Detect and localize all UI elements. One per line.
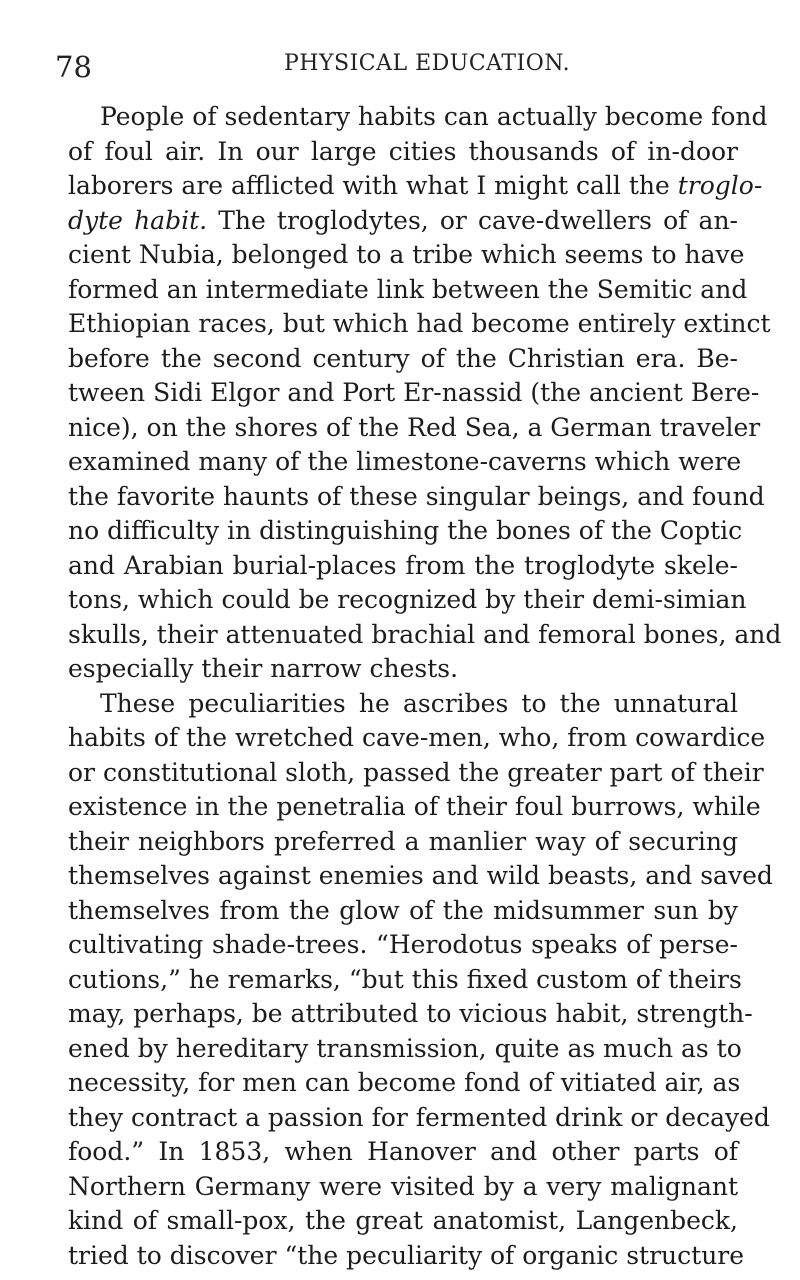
text-line: or constitutional sloth, passed the greater part of their — [68, 757, 764, 787]
text-line: especially their narrow chests. — [68, 654, 459, 683]
body-text — [68, 100, 782, 1273]
text-line: kind of small-pox, the great anatomist, Langenbeck, — [68, 1206, 738, 1235]
text-line: cient Nubia, belonged to a tribe which seems to have — [68, 240, 745, 269]
text-line: tried to discover “the peculiarity of organic structure — [68, 1240, 745, 1270]
text-line: before the second century of the Christian era. Be- — [68, 343, 738, 373]
text-line: habits of the wretched cave-men, who, from cowardice — [68, 723, 766, 752]
italic-phrase: troglo- — [677, 171, 763, 200]
text-line: cutions,” he remarks, “but this fixed custom of theirs — [68, 964, 742, 994]
text-line: and Arabian burial-places from the troglodyte skele- — [68, 550, 738, 580]
italic-phrase: dyte habit. — [68, 205, 208, 235]
running-head — [55, 46, 740, 86]
text-line: existence in the penetralia of their foul burrows, while — [68, 792, 761, 821]
text-line: nice), on the shores of the Red Sea, a German traveler — [68, 412, 761, 442]
text-line: Ethiopian races, but which had become entirely extinct — [68, 309, 771, 338]
text-line: Northern Germany were visited by a very malignant — [68, 1171, 738, 1201]
running-title: PHYSICAL EDUCATION. — [284, 51, 571, 76]
text-line: may, perhaps, be attributed to vicious habit, strength- — [68, 999, 753, 1028]
page-number: 78 — [55, 50, 92, 84]
text-segment: laborers are afflicted with what I might call the — [68, 171, 670, 200]
text-line: formed an intermediate link between the Semitic and — [68, 274, 748, 304]
text-line: food.” In 1853, when Hanover and other parts of — [68, 1137, 738, 1166]
text-line: themselves against enemies and wild beasts, and saved — [68, 861, 773, 890]
text-line: of foul air. In our large cities thousands of in-door — [68, 136, 738, 166]
text-line: tons, which could be recognized by their demi-simian — [68, 585, 747, 614]
text-line — [68, 204, 738, 239]
text-line: the favorite haunts of these singular beings, and found — [68, 481, 765, 511]
text-line: themselves from the glow of the midsummer sun by — [68, 895, 738, 925]
text-line — [68, 169, 763, 204]
text-line: their neighbors preferred a manlier way of securing — [68, 826, 738, 856]
text-line: tween Sidi Elgor and Port Er-nassid (the ancient Bere- — [68, 378, 760, 407]
text-line: no difficulty in distinguishing the bones of the Coptic — [68, 516, 743, 545]
text-line: These peculiarities he ascribes to the unnatural — [100, 688, 738, 718]
text-line: examined many of the limestone-caverns which were — [68, 447, 742, 476]
text-line: skulls, their attenuated brachial and femoral bones, and — [68, 619, 782, 649]
text-line: People of sedentary habits can actually become fond — [100, 102, 768, 131]
text-line: they contract a passion for fermented drink or decayed — [68, 1102, 770, 1132]
text-segment: The troglodytes, or cave-dwellers of an- — [218, 205, 738, 235]
text-line: necessity, for men can become fond of vitiated air, as — [68, 1068, 741, 1097]
text-line: cultivating shade-trees. “Herodotus speaks of perse- — [68, 930, 738, 959]
text-line: ened by hereditary transmission, quite as much as to — [68, 1033, 742, 1063]
